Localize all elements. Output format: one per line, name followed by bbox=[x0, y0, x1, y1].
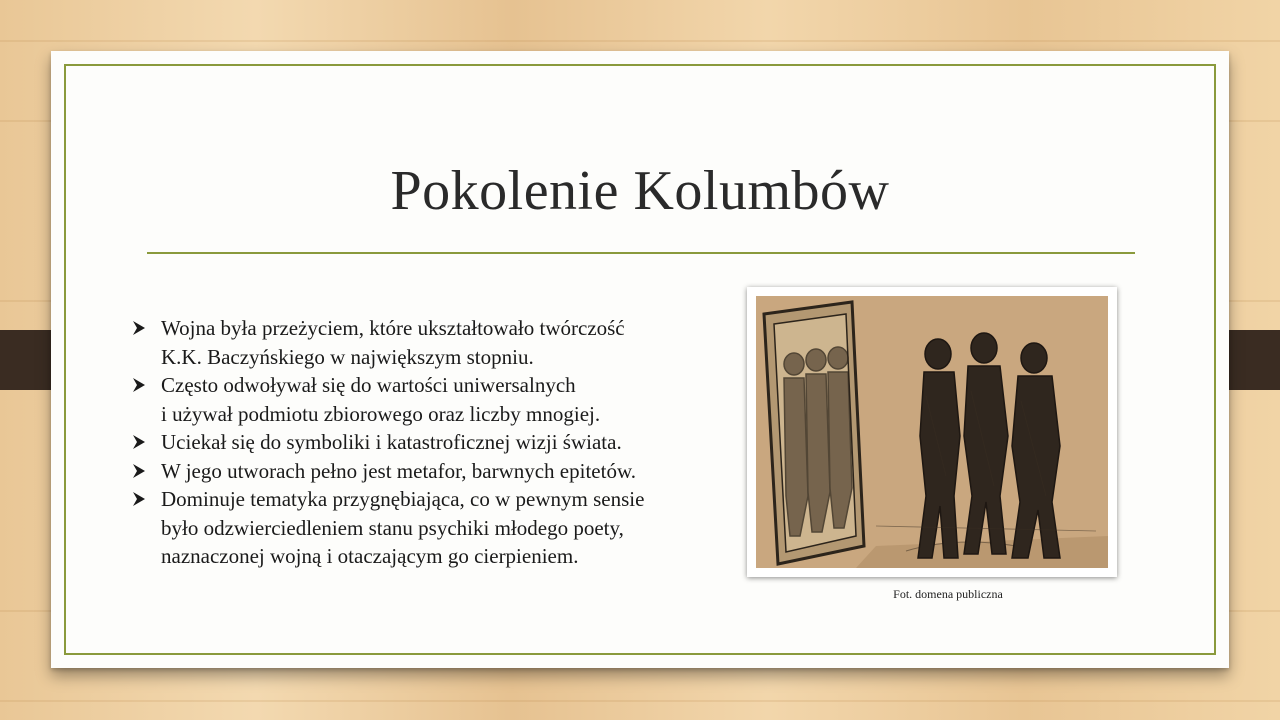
bullet-item bbox=[131, 457, 711, 486]
arrow-bullet-icon bbox=[131, 491, 147, 507]
slide-card bbox=[51, 51, 1229, 668]
bullet-line: K.K. Baczyńskiego w największym stopniu. bbox=[161, 344, 534, 369]
arrow-bullet-icon bbox=[131, 320, 147, 336]
wood-streak bbox=[0, 700, 1280, 702]
bullet-line: Często odwoływał się do wartości uniwersalnych bbox=[161, 373, 576, 397]
slide-title: Pokolenie Kolumbów bbox=[390, 160, 890, 222]
bullet-line: Wojna była przeżyciem, które ukształtowało twórczość bbox=[161, 316, 625, 340]
bullet-line: naznaczonej wojną i otaczającym go cierpieniem. bbox=[161, 544, 579, 568]
bullet-item bbox=[131, 314, 711, 371]
title-divider bbox=[147, 252, 1135, 254]
arrow-bullet-icon bbox=[131, 434, 147, 450]
bullet-list bbox=[131, 314, 711, 571]
arrow-bullet-icon bbox=[131, 377, 147, 393]
wood-streak bbox=[0, 40, 1280, 42]
photo-frame bbox=[747, 287, 1117, 577]
photo-caption: Fot. domena publiczna bbox=[893, 587, 1003, 601]
bullet-line: i używał podmiotu zbiorowego oraz liczby mnogiej. bbox=[161, 401, 601, 426]
mirror-figures-drawing bbox=[756, 296, 1108, 568]
bullet-line: było odzwierciedleniem stanu psychiki młodego poety, bbox=[161, 515, 624, 540]
bullet-item bbox=[131, 428, 711, 457]
bullet-item bbox=[131, 485, 711, 571]
arrow-bullet-icon bbox=[131, 463, 147, 479]
bullet-line: Dominuje tematyka przygnębiająca, co w pewnym sensie bbox=[161, 487, 645, 511]
bullet-line: W jego utworach pełno jest metafor, barwnych epitetów. bbox=[161, 458, 637, 483]
bullet-line: Uciekał się do symboliki i katastroficznej wizji świata. bbox=[161, 430, 622, 454]
illustration-image bbox=[756, 296, 1108, 568]
bullet-item bbox=[131, 371, 711, 428]
